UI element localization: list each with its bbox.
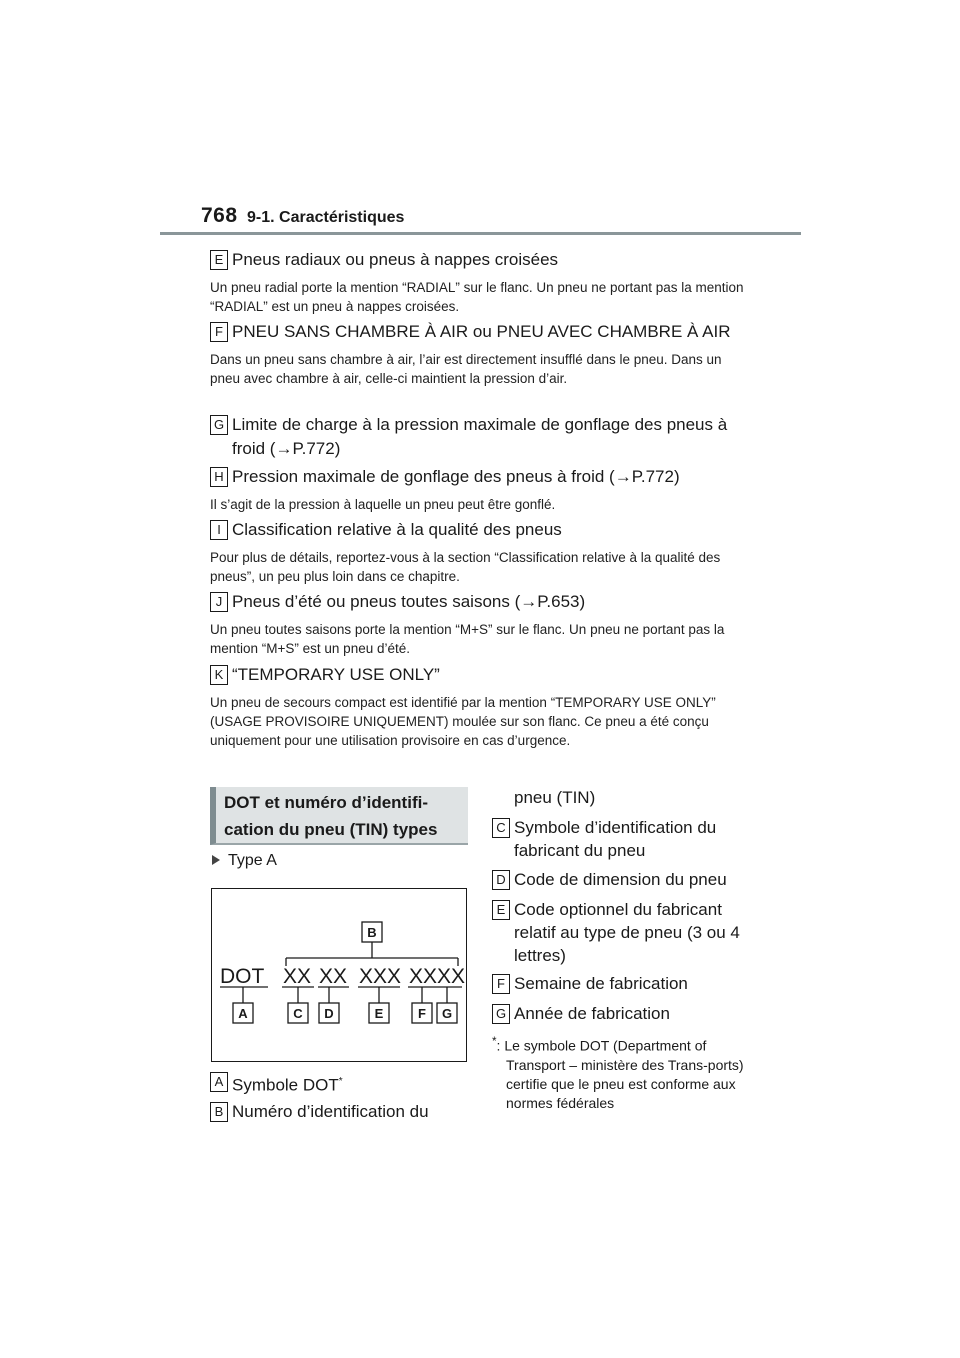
letter-box: C [492, 818, 510, 838]
label-a: A [238, 1006, 248, 1021]
triangle-bullet-icon [212, 855, 220, 865]
item-j [210, 590, 755, 658]
legend-a: A Symbole DOT* [210, 1070, 470, 1097]
item-h [210, 465, 755, 514]
tin-diagram [211, 888, 467, 1062]
item-title: Pneus radiaux ou pneus à nappes croisées [232, 250, 559, 269]
label-g: G [441, 1006, 453, 1021]
page-number: 768 [201, 204, 238, 227]
type-a-label: Type A [212, 852, 277, 870]
label-d: D [324, 1006, 334, 1021]
item-description: Un pneu toutes saisons porte la mention “M+S” sur le flanc. Un pneu ne portant pas la mention “M+S” est un pneu d’été. [210, 622, 725, 656]
legend-d: D Code de dimension du pneu [492, 868, 752, 891]
label-e: E [374, 1006, 384, 1021]
group-3-text: XXX [359, 965, 402, 988]
dot-section-heading [210, 787, 468, 845]
item-e [210, 248, 755, 316]
footnote-marker: * [338, 1076, 343, 1087]
heading-line: cation du pneu (TIN) types [224, 820, 438, 839]
legend-g: G Année de fabrication [492, 1002, 752, 1025]
item-i [210, 518, 755, 586]
letter-box: D [492, 870, 510, 890]
item-description: Pour plus de détails, reportez-vous à la section “Classification relative à la qualité des pneus”, un peu plus loin dans ce chapitre. [210, 550, 721, 584]
letter-box: G [210, 415, 228, 435]
heading-line: DOT et numéro d’identifi- [224, 793, 428, 812]
letter-box: B [210, 1102, 228, 1122]
item-title: Pression maximale de gonflage des pneus à froid (→P.772) [232, 467, 680, 486]
footnote [492, 1032, 752, 1113]
label-b: B [367, 925, 377, 940]
item-description: Un pneu radial porte la mention “RADIAL” sur le flanc. Un pneu ne portant pas la mention “RADIAL” est un pneu à nappes croisées. [210, 280, 744, 314]
item-title: “TEMPORARY USE ONLY” [232, 665, 440, 684]
group-4-text: XXXX [409, 965, 465, 988]
item-f [210, 320, 755, 388]
letter-box: I [210, 520, 228, 540]
section-title: 9-1. Caractéristiques [247, 209, 405, 226]
item-description: Il s’agit de la pression à laquelle un pneu peut être gonflé. [210, 497, 556, 512]
letter-box: E [210, 250, 228, 270]
letter-box: F [492, 974, 510, 994]
legend-f: F Semaine de fabrication [492, 972, 752, 995]
item-title: PNEU SANS CHAMBRE À AIR ou PNEU AVEC CHAMBRE À AIR [232, 322, 731, 341]
letter-box: J [210, 592, 228, 612]
letter-box: E [492, 900, 510, 920]
group-1-text: XX [283, 965, 312, 988]
letter-box: K [210, 665, 228, 685]
letter-box: F [210, 322, 228, 342]
letter-box: A [210, 1072, 228, 1092]
letter-box: G [492, 1004, 510, 1024]
item-g [210, 413, 755, 461]
group-2-text: XX [319, 965, 348, 988]
legend-b-continuation: pneu (TIN) [514, 788, 596, 807]
label-c: C [293, 1006, 303, 1021]
item-title: Pneus d’été ou pneus toutes saisons (→P.653) [232, 592, 586, 611]
item-title: Classification relative à la qualité des pneus [232, 520, 562, 539]
footnote-asterisk: * [492, 1035, 497, 1048]
item-description: Un pneu de secours compact est identifié par la mention “TEMPORARY USE ONLY” (USAGE PROVISOIRE UNIQUEMENT) moulée sur son flanc. Ce pneu a été conçu uniquement pour une utilisation provisoire en cas d’urgence. [210, 695, 716, 748]
header-rule [160, 232, 801, 235]
item-k [210, 663, 755, 750]
legend-e: E Code optionnel du fabricant relatif au type de pneu (3 ou 4 lettres) [492, 898, 752, 967]
footnote-text: : Le symbole DOT (Department of Transport – ministère des Trans-ports) certifie que le pneu est conforme aux normes fédérales [496, 1037, 744, 1111]
letter-box: H [210, 467, 228, 487]
dot-text: DOT [220, 965, 265, 988]
item-title: Limite de charge à la pression maximale de gonflage des pneus à froid (→P.772) [232, 415, 728, 458]
label-f: F [418, 1006, 426, 1021]
tin-diagram-svg [212, 889, 465, 1060]
item-description: Dans un pneu sans chambre à air, l’air est directement insufflé dans le pneu. Dans un pneu avec chambre à air, celle-ci maintient la pression d’air. [210, 352, 722, 386]
legend-b: B Numéro d’identification du [210, 1100, 470, 1123]
legend-c: C Symbole d’identification du fabricant du pneu [492, 816, 752, 862]
